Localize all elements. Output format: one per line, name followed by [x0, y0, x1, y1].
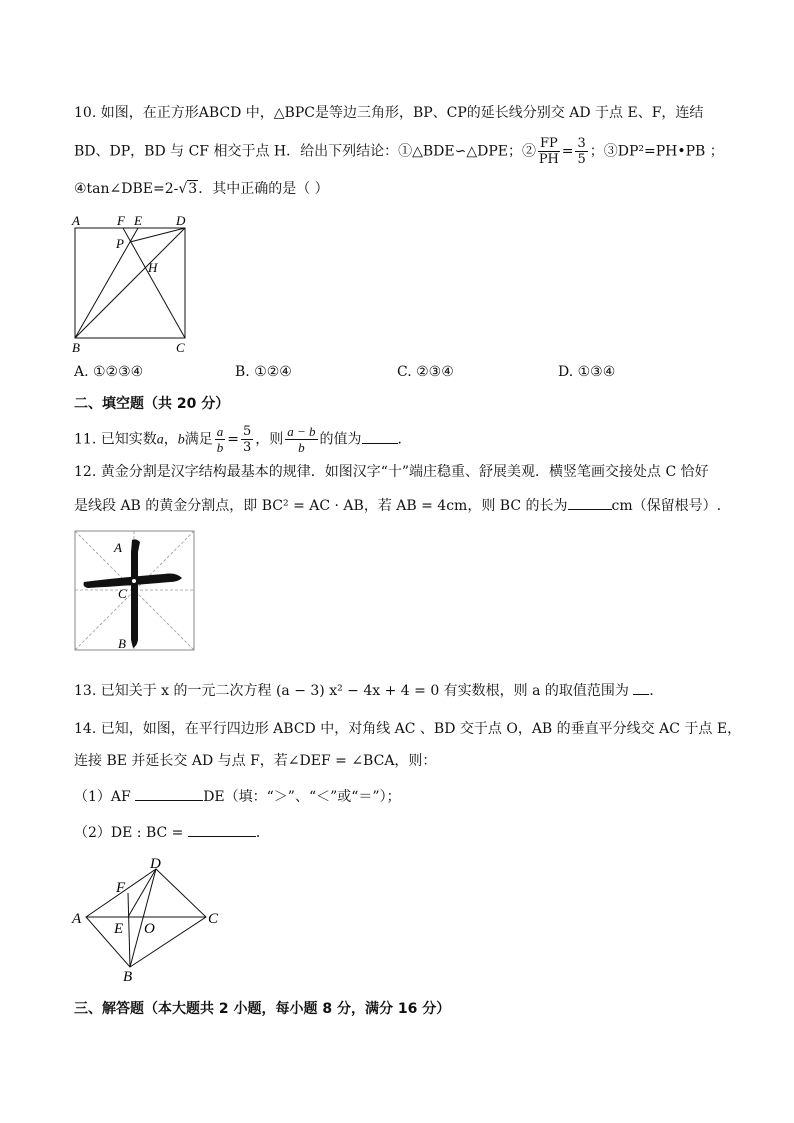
- label-o: O: [144, 921, 155, 937]
- q14-part1: [74, 787, 401, 807]
- vertical-stroke: [131, 539, 140, 648]
- q11-fraction-5-3: [241, 424, 253, 455]
- q14-part2-pre: （2）DE : BC =: [74, 825, 184, 841]
- point-c: [132, 579, 136, 583]
- q11-pre: 11. 已知实数: [74, 431, 157, 448]
- q10-line3-post: ．其中正确的是（ ）: [198, 181, 329, 197]
- label-b: B: [118, 636, 126, 651]
- sqrt-radicand: 3: [188, 181, 198, 197]
- label-a: A: [114, 540, 122, 555]
- var-b: b: [177, 432, 185, 448]
- label-c: C: [176, 340, 185, 355]
- q11-fraction-amb-b: [285, 424, 317, 455]
- sqrt-symbol: √: [178, 181, 188, 197]
- label-d: D: [150, 856, 161, 872]
- q12-line1: 12. 黄金分割是汉字结构最基本的规律．如图汉字“十”端庄稳重、舒展美观．横竖笔画交接处点 C 恰好: [74, 464, 709, 480]
- q10-option-a[interactable]: A. ①②③④: [74, 364, 144, 380]
- q13-answer-blank[interactable]: [633, 694, 649, 695]
- q14-part1-post: DE（填：“＞”、“＜”或“＝”）；: [203, 789, 401, 805]
- segment-dp: [130, 228, 185, 242]
- q10-line2-post: ；③DP²=PH•PB ；: [589, 143, 724, 160]
- q10-fraction-fp-ph: [538, 136, 560, 167]
- parallelogram-abcd: [86, 869, 206, 967]
- q10-option-c[interactable]: C. ②③④: [397, 364, 454, 380]
- q11-fraction-a-b: [215, 424, 226, 455]
- q14-parallelogram-figure: [70, 855, 230, 985]
- label-c: C: [208, 911, 219, 927]
- label-c: C: [118, 586, 127, 601]
- q10-line3: [74, 179, 329, 199]
- q10-fraction-3-5: [575, 136, 587, 167]
- q10-line2-pre: BD、DP，BD 与 CF 相交于点 H．给出下列结论：①△BDE∽△DPE；②: [74, 143, 536, 160]
- q10-option-b[interactable]: B. ①②④: [235, 364, 292, 380]
- q11-line: [74, 424, 412, 455]
- segment-cf: [123, 228, 185, 338]
- label-p: P: [116, 236, 124, 251]
- section-2-heading: 二、填空题（共 20 分）: [74, 396, 230, 412]
- frac-numerator: FP: [539, 136, 558, 151]
- q14-line2: 连接 BE 并延长交 AD 与点 F，若∠DEF = ∠BCA，则：: [74, 753, 437, 769]
- q12-line2-end: cm（保留根号）.: [611, 498, 722, 514]
- frac-numerator: a: [216, 424, 224, 439]
- q13-text: 13. 已知关于 x 的一元二次方程 (a − 3) x² − 4x + 4 = 0 有实数根，则 a 的取值范围为: [74, 683, 629, 699]
- frac-denominator: 5: [577, 152, 586, 167]
- comma: ，: [163, 431, 178, 448]
- q11-post: 的值为: [319, 431, 362, 448]
- equals-sign: =: [561, 143, 574, 160]
- segment-bf: [128, 893, 130, 967]
- frac-denominator: 3: [242, 440, 252, 455]
- label-e: E: [114, 921, 124, 937]
- q12-line2-text: 是线段 AB 的黄金分割点，即 BC² = AC · AB，若 AB = 4cm，则 BC 的长为: [74, 498, 568, 514]
- var-a: a: [156, 432, 164, 448]
- q12-line2: [74, 496, 721, 516]
- q12-character-figure: [74, 530, 196, 652]
- frac-numerator: a − b: [287, 424, 316, 439]
- q13-end: ．: [649, 683, 664, 699]
- segment-be: [75, 228, 138, 338]
- q10-line2: [74, 136, 724, 167]
- q14-part2-end: ．: [255, 825, 270, 841]
- q14-part1-blank[interactable]: [135, 800, 203, 801]
- q11-mid: 满足: [184, 431, 213, 448]
- q14-part1-pre: （1）AF: [74, 789, 131, 805]
- segment-bd: [75, 228, 185, 338]
- q11-end: ．: [397, 431, 412, 448]
- label-e: E: [134, 213, 142, 228]
- q10-line3-pre: ④tan∠DBE=2-: [74, 181, 179, 197]
- frac-denominator: b: [216, 440, 224, 455]
- label-a: A: [72, 213, 80, 228]
- q10-option-d[interactable]: D. ①③④: [558, 364, 616, 380]
- section-3-heading: 三、解答题（本大题共 2 小题，每小题 8 分，满分 16 分）: [74, 1001, 451, 1017]
- label-b: B: [123, 969, 133, 985]
- q14-part2-blank[interactable]: [188, 836, 256, 837]
- q10-square-figure: [70, 210, 200, 355]
- q10-line1: 10. 如图，在正方形ABCD 中，△BPC是等边三角形，BP、CP的延长线分别交 AD 于点 E、F，连结: [74, 105, 704, 121]
- frac-numerator: 3: [577, 136, 586, 151]
- q14-part2: [74, 823, 270, 843]
- q11-then: ，则: [255, 431, 284, 448]
- frac-numerator: 5: [242, 424, 252, 439]
- q11-answer-blank[interactable]: [362, 443, 398, 444]
- q13-line: [74, 681, 663, 701]
- label-f: F: [117, 213, 125, 228]
- label-b: B: [72, 340, 80, 355]
- label-d: D: [176, 213, 186, 228]
- frac-denominator: b: [298, 440, 305, 455]
- label-f: F: [116, 880, 126, 896]
- label-a: A: [72, 911, 82, 927]
- frac-denominator: PH: [538, 152, 559, 167]
- q14-line1: 14. 已知，如图，在平行四边形 ABCD 中，对角线 AC 、BD 交于点 O，AB 的垂直平分线交 AC 于点 E，: [74, 721, 742, 737]
- q12-answer-blank[interactable]: [568, 509, 612, 510]
- label-h: H: [148, 260, 158, 275]
- segment-de: [128, 869, 156, 917]
- equals-sign: =: [227, 431, 239, 448]
